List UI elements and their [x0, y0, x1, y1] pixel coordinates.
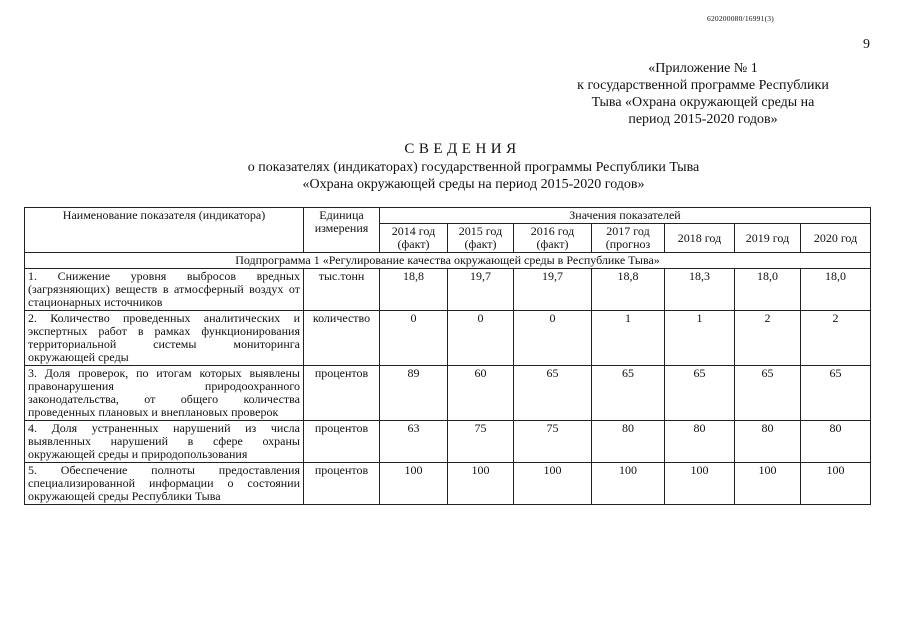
table-row: [25, 311, 871, 366]
indicator-value: 100: [448, 463, 514, 505]
indicator-value: 18,0: [801, 269, 871, 311]
indicators-table: [24, 207, 871, 505]
indicator-value: 0: [380, 311, 448, 366]
document-number: 620200080/16991(3): [707, 14, 774, 23]
indicator-value: 80: [801, 421, 871, 463]
indicator-unit: процентов: [304, 421, 380, 463]
indicator-value: 19,7: [448, 269, 514, 311]
indicator-name: 4. Доля устраненных нарушений из числа выявленных нарушений в сфере охраны окружающей среды и природопользования: [25, 421, 304, 463]
indicator-value: 65: [592, 366, 665, 421]
indicator-value: 100: [665, 463, 735, 505]
indicator-value: 19,7: [514, 269, 592, 311]
appendix-line: «Приложение № 1: [648, 61, 758, 76]
indicator-value: 75: [448, 421, 514, 463]
indicator-value: 2: [735, 311, 801, 366]
indicator-name: 3. Доля проверок, по итогам которых выявлены правонарушения природоохранного законодательства, от общего количества проведенных плановых и внеплановых проверок: [25, 366, 304, 421]
indicator-value: 100: [801, 463, 871, 505]
indicator-name: 2. Количество проведенных аналитических и экспертных работ в рамках функционирования территориальной системы мониторинга окружающей среды: [25, 311, 304, 366]
indicator-value: 0: [514, 311, 592, 366]
indicator-value: 80: [735, 421, 801, 463]
indicator-value: 80: [592, 421, 665, 463]
indicator-value: 100: [592, 463, 665, 505]
indicator-value: 65: [514, 366, 592, 421]
document-subtitle-program: «Охрана окружающей среды на период 2015-2020 годов»: [302, 177, 645, 192]
indicator-value: 65: [665, 366, 735, 421]
subprogram-row: [25, 253, 871, 269]
indicator-unit: процентов: [304, 463, 380, 505]
header-year: 2014 год (факт): [380, 224, 448, 253]
indicator-name: 5. Обеспечение полноты предоставления специализированной информации о состоянии окружающей среды Республики Тыва: [25, 463, 304, 505]
header-year: 2017 год (прогноз: [592, 224, 665, 253]
indicator-value: 80: [665, 421, 735, 463]
table-header-row: [25, 208, 871, 224]
indicator-value: 18,8: [380, 269, 448, 311]
indicator-value: 89: [380, 366, 448, 421]
header-indicator-name: Наименование показателя (индикатора): [25, 208, 304, 253]
indicator-value: 0: [448, 311, 514, 366]
subprogram-title: Подпрограмма 1 «Регулирование качества окружающей среды в Республике Тыва»: [25, 253, 871, 269]
page-number: 9: [863, 37, 870, 52]
indicator-unit: процентов: [304, 366, 380, 421]
indicator-unit: количество: [304, 311, 380, 366]
header-year: 2016 год (факт): [514, 224, 592, 253]
table-row: [25, 366, 871, 421]
indicator-value: 18,0: [735, 269, 801, 311]
document-heading: [0, 140, 905, 193]
header-year: 2019 год: [735, 224, 801, 253]
appendix-note: [538, 60, 868, 128]
table-row: [25, 269, 871, 311]
indicator-value: 100: [380, 463, 448, 505]
indicator-value: 60: [448, 366, 514, 421]
indicator-value: 65: [735, 366, 801, 421]
indicator-value: 100: [514, 463, 592, 505]
appendix-line: период 2015-2020 годов»: [628, 112, 778, 127]
indicator-value: 1: [665, 311, 735, 366]
table-row: [25, 421, 871, 463]
indicator-value: 100: [735, 463, 801, 505]
header-year: 2020 год: [801, 224, 871, 253]
appendix-line: к государственной программе Республики: [577, 78, 829, 93]
indicator-value: 18,3: [665, 269, 735, 311]
table-row: [25, 463, 871, 505]
indicator-value: 1: [592, 311, 665, 366]
indicator-name: 1. Снижение уровня выбросов вредных (загрязняющих) веществ в атмосферный воздух от стационарных источников: [25, 269, 304, 311]
header-year: 2015 год (факт): [448, 224, 514, 253]
indicator-value: 65: [801, 366, 871, 421]
indicator-unit: тыс.тонн: [304, 269, 380, 311]
header-unit: Единица измерения: [304, 208, 380, 253]
appendix-line: Тыва «Охрана окружающей среды на: [591, 95, 815, 110]
indicator-value: 18,8: [592, 269, 665, 311]
indicator-value: 75: [514, 421, 592, 463]
indicator-value: 63: [380, 421, 448, 463]
header-year: 2018 год: [665, 224, 735, 253]
indicator-value: 2: [801, 311, 871, 366]
document-title: СВЕДЕНИЯ: [404, 141, 521, 157]
header-values: Значения показателей: [380, 208, 871, 224]
document-subtitle: о показателях (индикаторах) государственной программы Республики Тыва: [247, 160, 700, 175]
